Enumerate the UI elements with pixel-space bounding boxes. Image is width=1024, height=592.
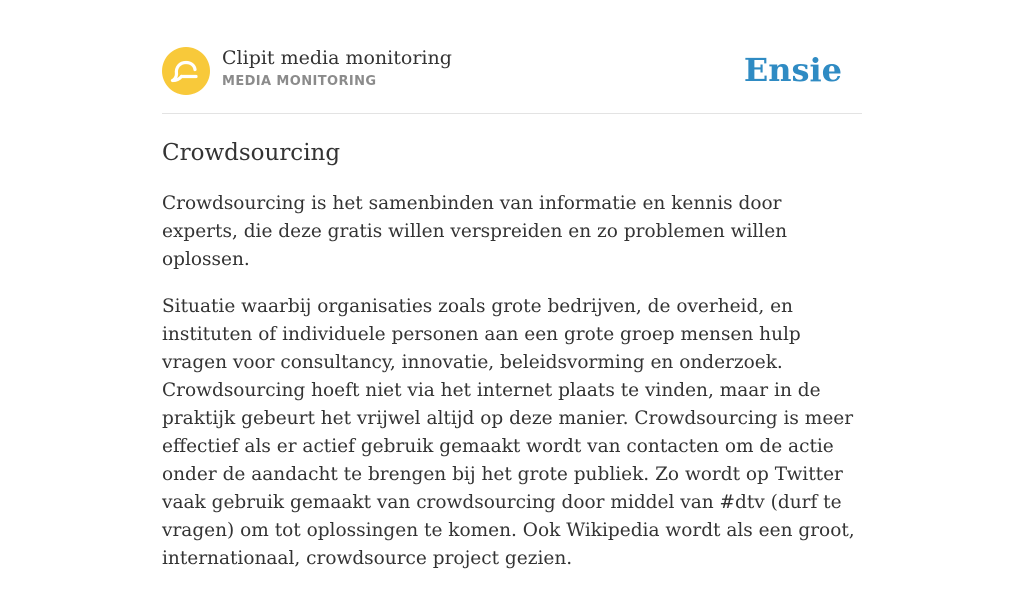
article-body — [162, 190, 862, 592]
header — [162, 0, 862, 114]
content-column — [162, 0, 862, 569]
author-name[interactable]: Clipit media monitoring — [222, 47, 452, 69]
author-block — [222, 44, 452, 91]
brand-logo[interactable]: Ensie — [743, 51, 842, 89]
author-avatar[interactable] — [162, 47, 210, 95]
article-paragraph: Situatie waarbij organisaties zoals grote bedrijven, de overheid, en instituten of individuele personen aan een grote groep mensen hulp vragen voor consultancy, innovatie, beleidsvorming en onderzoek. Crowdsourcing hoeft niet via het internet plaats te vinden, maar in de praktijk gebeurt het vrijwel altijd op deze manier. Crowdsourcing is meer effectief als er actief gebruik gemaakt wordt van contacten om de actie onder de aandacht te brengen bij het grote publiek. Zo wordt op Twitter vaak gebruik gemaakt van crowdsourcing door middel van #dtv (durf te vragen) om tot oplossingen te komen. Ook Wikipedia wordt als een groot, internationaal, crowdsource project gezien. — [162, 296, 855, 569]
article-paragraph: Crowdsourcing is het samenbinden van informatie en kennis door experts, die deze gratis willen verspreiden en zo problemen willen oplossen. — [162, 193, 788, 270]
author-subtitle: MEDIA MONITORING — [222, 74, 377, 89]
article-title: Crowdsourcing — [162, 140, 341, 166]
chat-bubble-icon — [162, 47, 210, 95]
